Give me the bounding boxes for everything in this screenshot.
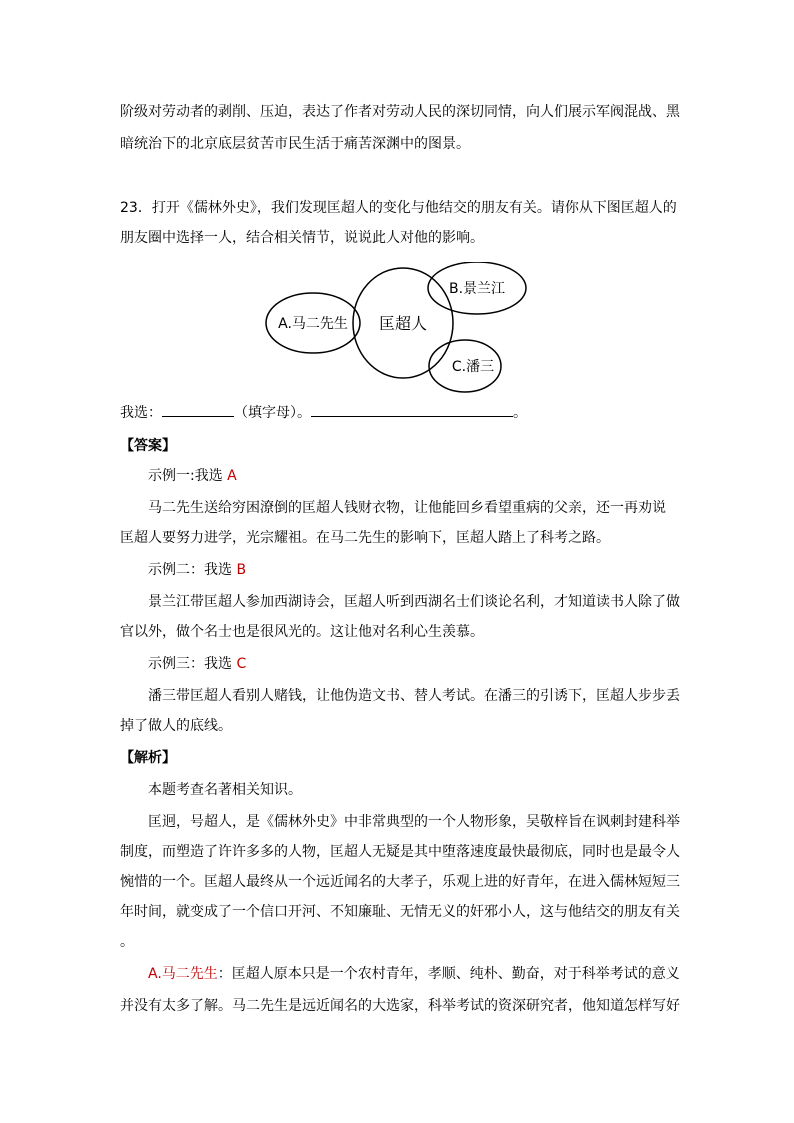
question-line-2: 朋友圈中选择一人，结合相关情节，说说此人对他的影响。 (120, 230, 484, 246)
example-1-line-2: 匡超人要努力进学，光宗耀祖。在马二先生的影响下，匡超人踏上了科考之路。 (120, 530, 610, 546)
analysis-p3-text: ：匡超人原本只是一个农村青年，孝顺、纯朴、勤奋，对于科举考试的意义 (217, 966, 680, 982)
analysis-p3-line-2: 并没有太多了解。马二先生是远近闻名的大选家，科举考试的资深研究者，他知道怎样写好 (120, 998, 680, 1014)
example-1-label-text: 示例一:我选 (148, 468, 228, 484)
analysis-p2-line-3: 惋惜的一个。匡超人最终从一个远近闻名的大孝子，乐观上进的好青年，在进入儒林短短三 (120, 874, 680, 890)
example-2-line-1: 景兰江带匡超人参加西湖诗会，匡超人听到西湖名士们谈论名利，才知道读书人除了做 (148, 594, 680, 610)
example-2-line-2: 官以外，做个名士也是很风光的。这让他对名利心生羡慕。 (120, 624, 484, 640)
select-line (120, 402, 680, 423)
example-3-line-1: 潘三带匡超人看别人赌钱，让他伪造文书、替人考试。在潘三的引诱下，匡超人步步丢 (148, 688, 680, 704)
example-3-label-text: 示例三：我选 (148, 656, 237, 672)
analysis-heading: 【解析】 (120, 750, 176, 766)
analysis-p3-line-1 (148, 964, 708, 984)
label-a: A.马二先生 (278, 316, 348, 332)
example-1-label (148, 466, 708, 486)
select-hint: （填字母）。 (234, 405, 311, 421)
select-end: 。 (513, 405, 527, 421)
label-c: C.潘三 (451, 359, 495, 375)
analysis-p2-line-4: 年时间，就变成了一个信口开河、不知廉耻、无情无义的奸邪小人，这与他结交的朋友有关 (120, 904, 680, 920)
select-reason-blank[interactable] (311, 402, 513, 417)
example-2-label (148, 560, 708, 580)
example-3-letter: C (236, 656, 247, 672)
select-letter-blank[interactable] (162, 402, 234, 417)
answer-heading: 【答案】 (120, 438, 176, 454)
friend-circle-diagram (260, 262, 540, 402)
analysis-p1: 本题考查名著相关知识。 (148, 782, 302, 798)
example-1-line-1: 马二先生送给穷困潦倒的匡超人钱财衣物，让他能回乡看望重病的父亲，还一再劝说 (148, 500, 666, 516)
example-1-letter: A (227, 468, 237, 484)
intro-line-1: 阶级对劳动者的剥削、压迫，表达了作者对劳动人民的深切同情，向人们展示军阀混战、黑 (120, 104, 680, 120)
analysis-p3-label: A.马二先生 (148, 966, 218, 982)
select-prefix: 我选： (120, 405, 162, 421)
label-b: B.景兰江 (448, 281, 506, 297)
analysis-p2-line-1: 匡迥，号超人，是《儒林外史》中非常典型的一个人物形象，吴敬梓旨在讽刺封建科举 (148, 814, 680, 830)
example-3-line-2: 掉了做人的底线。 (120, 718, 232, 734)
analysis-p2-line-5: 。 (120, 934, 134, 950)
question-line-1: 23．打开《儒林外史》，我们发现匡超人的变化与他结交的朋友有关。请你从下图匡超人的 (120, 200, 677, 216)
example-3-label (148, 654, 708, 674)
label-center: 匡超人 (378, 314, 428, 333)
example-2-label-text: 示例二：我选 (148, 562, 237, 578)
example-2-letter: B (236, 562, 247, 578)
analysis-p2-line-2: 制度，而塑造了许许多多的人物，匡超人无疑是其中堕落速度最快最彻底，同时也是最令人 (120, 844, 680, 860)
intro-line-2: 暗统治下的北京底层贫苦市民生活于痛苦深渊中的图景。 (120, 136, 470, 152)
